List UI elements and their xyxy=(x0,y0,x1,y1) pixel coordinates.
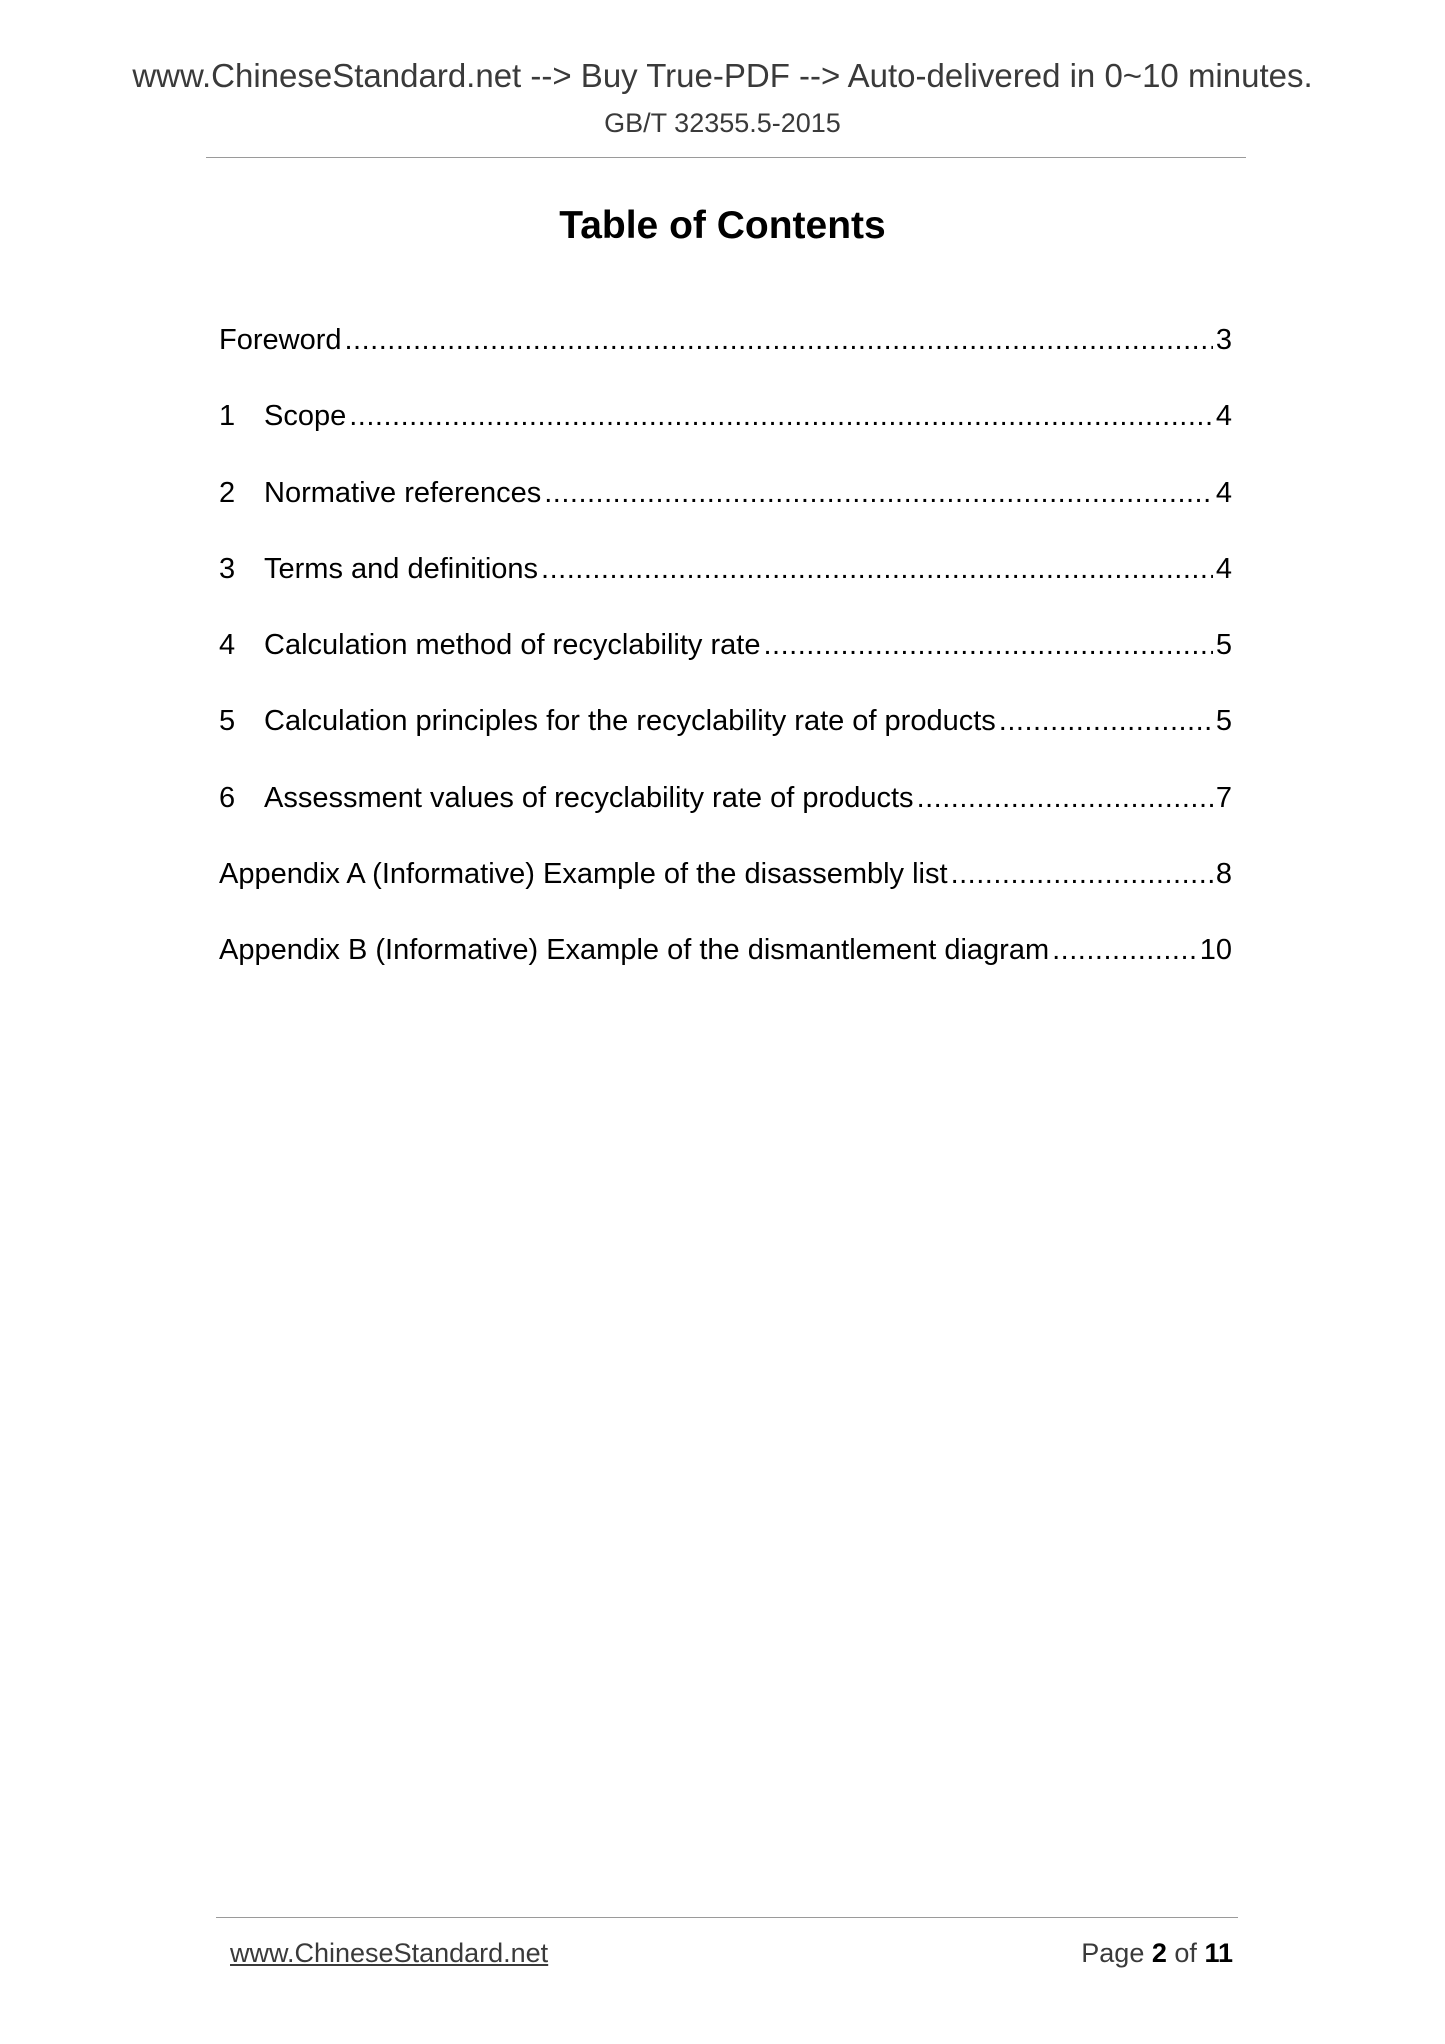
page-indicator xyxy=(1081,1936,1233,1970)
toc-dot-leader xyxy=(917,778,1213,818)
page-current: 2 xyxy=(1151,1938,1167,1968)
toc-entry-calculation-method[interactable] xyxy=(219,625,1232,701)
toc-entry-title: Appendix B (Informative) Example of the dismantlement diagram xyxy=(219,934,1050,967)
toc-entry-assessment-values[interactable] xyxy=(219,778,1232,854)
toc-dot-leader xyxy=(544,473,1213,513)
standard-code: GB/T 32355.5-2015 xyxy=(604,108,841,138)
table-of-contents xyxy=(219,320,1232,1007)
footer-website-link[interactable]: www.ChineseStandard.net xyxy=(230,1938,549,1968)
toc-entry-number: 4 xyxy=(219,629,236,662)
toc-entry-number: 6 xyxy=(219,781,236,814)
toc-entry-foreword[interactable] xyxy=(219,320,1232,396)
toc-entry-terms-and-definitions[interactable] xyxy=(219,549,1232,625)
toc-entry-number: 2 xyxy=(219,476,236,509)
toc-dot-leader xyxy=(951,854,1213,894)
toc-dot-leader xyxy=(763,625,1212,665)
toc-entry-page: 4 xyxy=(1215,476,1232,509)
toc-entry-scope[interactable] xyxy=(219,396,1232,472)
toc-entry-title: Scope xyxy=(264,400,347,433)
toc-entry-page: 4 xyxy=(1215,552,1232,585)
toc-dot-leader xyxy=(349,396,1213,436)
page-label: Page xyxy=(1081,1938,1145,1968)
header-divider xyxy=(206,157,1246,158)
toc-entry-title: Calculation principles for the recyclability rate of products xyxy=(264,705,996,738)
toc-dot-leader xyxy=(541,549,1213,589)
toc-entry-normative-references[interactable] xyxy=(219,473,1232,549)
footer-divider xyxy=(216,1917,1238,1918)
page-total: 11 xyxy=(1204,1938,1233,1968)
toc-entry-page: 8 xyxy=(1215,858,1232,891)
toc-entry-calculation-principles[interactable] xyxy=(219,701,1232,777)
header-banner: www.ChineseStandard.net --> Buy True-PDF --> Auto-delivered in 0~10 minutes. xyxy=(132,57,1313,94)
toc-dot-leader xyxy=(345,320,1213,360)
toc-entry-title: Appendix A (Informative) Example of the disassembly list xyxy=(219,858,948,891)
toc-entry-page: 3 xyxy=(1215,324,1232,356)
toc-entry-title: Assessment values of recyclability rate of products xyxy=(264,781,914,814)
toc-entry-page: 7 xyxy=(1215,781,1232,814)
page-title: Table of Contents xyxy=(559,204,886,247)
toc-entry-appendix-a[interactable] xyxy=(219,854,1232,930)
toc-entry-title: Foreword xyxy=(219,324,342,356)
toc-entry-page: 5 xyxy=(1215,629,1232,662)
toc-entry-page: 5 xyxy=(1215,705,1232,738)
toc-entry-title: Terms and definitions xyxy=(264,552,539,585)
toc-entry-number: 3 xyxy=(219,552,236,585)
toc-entry-page: 10 xyxy=(1199,934,1232,967)
toc-dot-leader xyxy=(999,701,1213,741)
toc-entry-appendix-b[interactable] xyxy=(219,930,1232,1006)
toc-entry-title: Calculation method of recyclability rate xyxy=(264,629,761,662)
toc-entry-number: 5 xyxy=(219,705,236,738)
page-of-label: of xyxy=(1174,1938,1197,1968)
toc-entry-title: Normative references xyxy=(264,476,542,509)
toc-entry-number: 1 xyxy=(219,400,236,433)
toc-entry-page: 4 xyxy=(1215,400,1232,433)
toc-dot-leader xyxy=(1052,930,1197,970)
